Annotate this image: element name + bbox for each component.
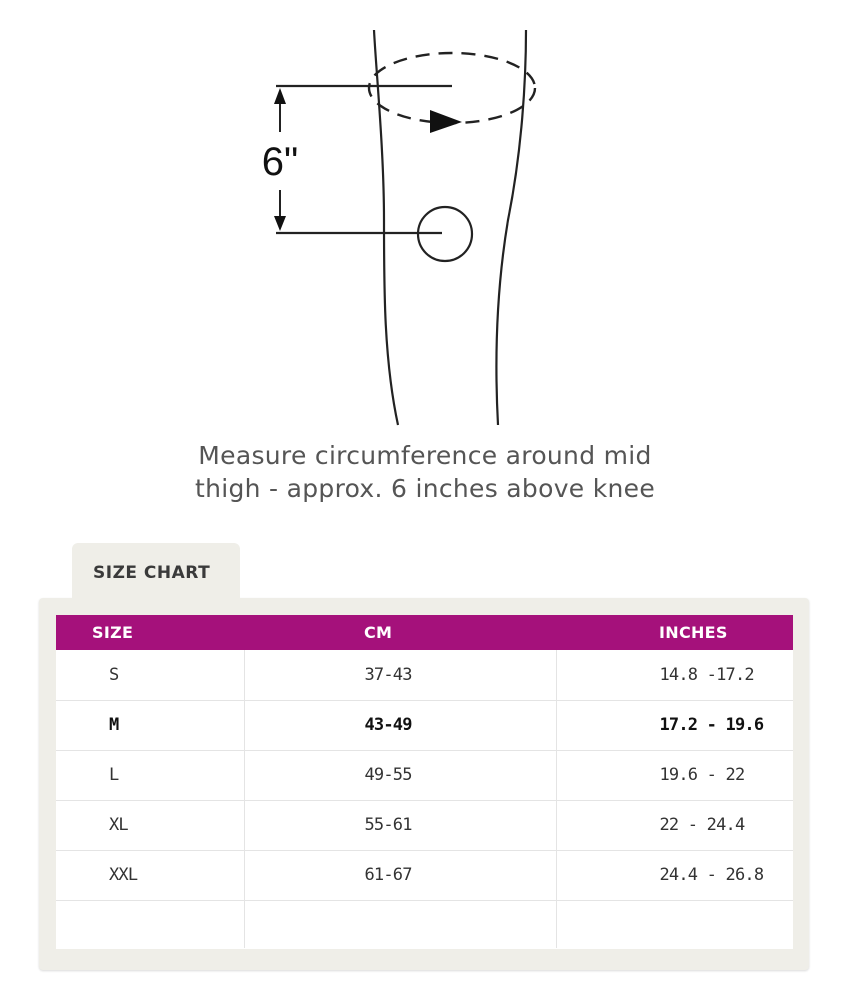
cell-inches: 22 - 24.4 — [556, 800, 793, 850]
size-chart-tab[interactable]: SIZE CHART — [72, 543, 240, 603]
cell-cm: 37-43 — [244, 650, 556, 700]
table-row — [56, 700, 793, 750]
cell-cm: 61-67 — [244, 850, 556, 900]
cell-cm: 49-55 — [244, 750, 556, 800]
table-row-empty — [56, 900, 793, 948]
table-row — [56, 650, 793, 700]
dimension-arrow-up — [274, 88, 286, 104]
cell-empty — [56, 900, 244, 948]
cell-size: L — [56, 750, 244, 800]
cell-empty — [556, 900, 793, 948]
cell-size: XXL — [56, 850, 244, 900]
leg-outline-right — [496, 30, 526, 425]
cell-cm: 43-49 — [244, 700, 556, 750]
size-chart-table-container — [56, 615, 793, 949]
dimension-arrow-down — [274, 216, 286, 231]
cell-inches: 24.4 - 26.8 — [556, 850, 793, 900]
header-inches: INCHES — [659, 623, 728, 642]
table-row — [56, 750, 793, 800]
cell-inches: 19.6 - 22 — [556, 750, 793, 800]
cell-cm: 55-61 — [244, 800, 556, 850]
header-size: SIZE — [92, 623, 134, 642]
table-row — [56, 800, 793, 850]
caption-line-2: thigh - approx. 6 inches above knee — [195, 474, 655, 503]
cell-size: XL — [56, 800, 244, 850]
cell-size: S — [56, 650, 244, 700]
cell-inches: 17.2 - 19.6 — [556, 700, 793, 750]
cell-empty — [244, 900, 556, 948]
leg-outline-left — [374, 30, 398, 425]
table-row — [56, 850, 793, 900]
tape-ellipse — [369, 53, 535, 123]
header-cm: CM — [364, 623, 393, 642]
size-chart-table — [56, 615, 793, 948]
tape-arrow — [430, 110, 462, 133]
measurement-label: 6" — [261, 140, 299, 184]
cell-size: M — [56, 700, 244, 750]
table-header-row — [56, 615, 793, 650]
leg-measurement-diagram — [0, 0, 850, 440]
caption-line-1: Measure circumference around mid — [198, 441, 652, 470]
cell-inches: 14.8 -17.2 — [556, 650, 793, 700]
